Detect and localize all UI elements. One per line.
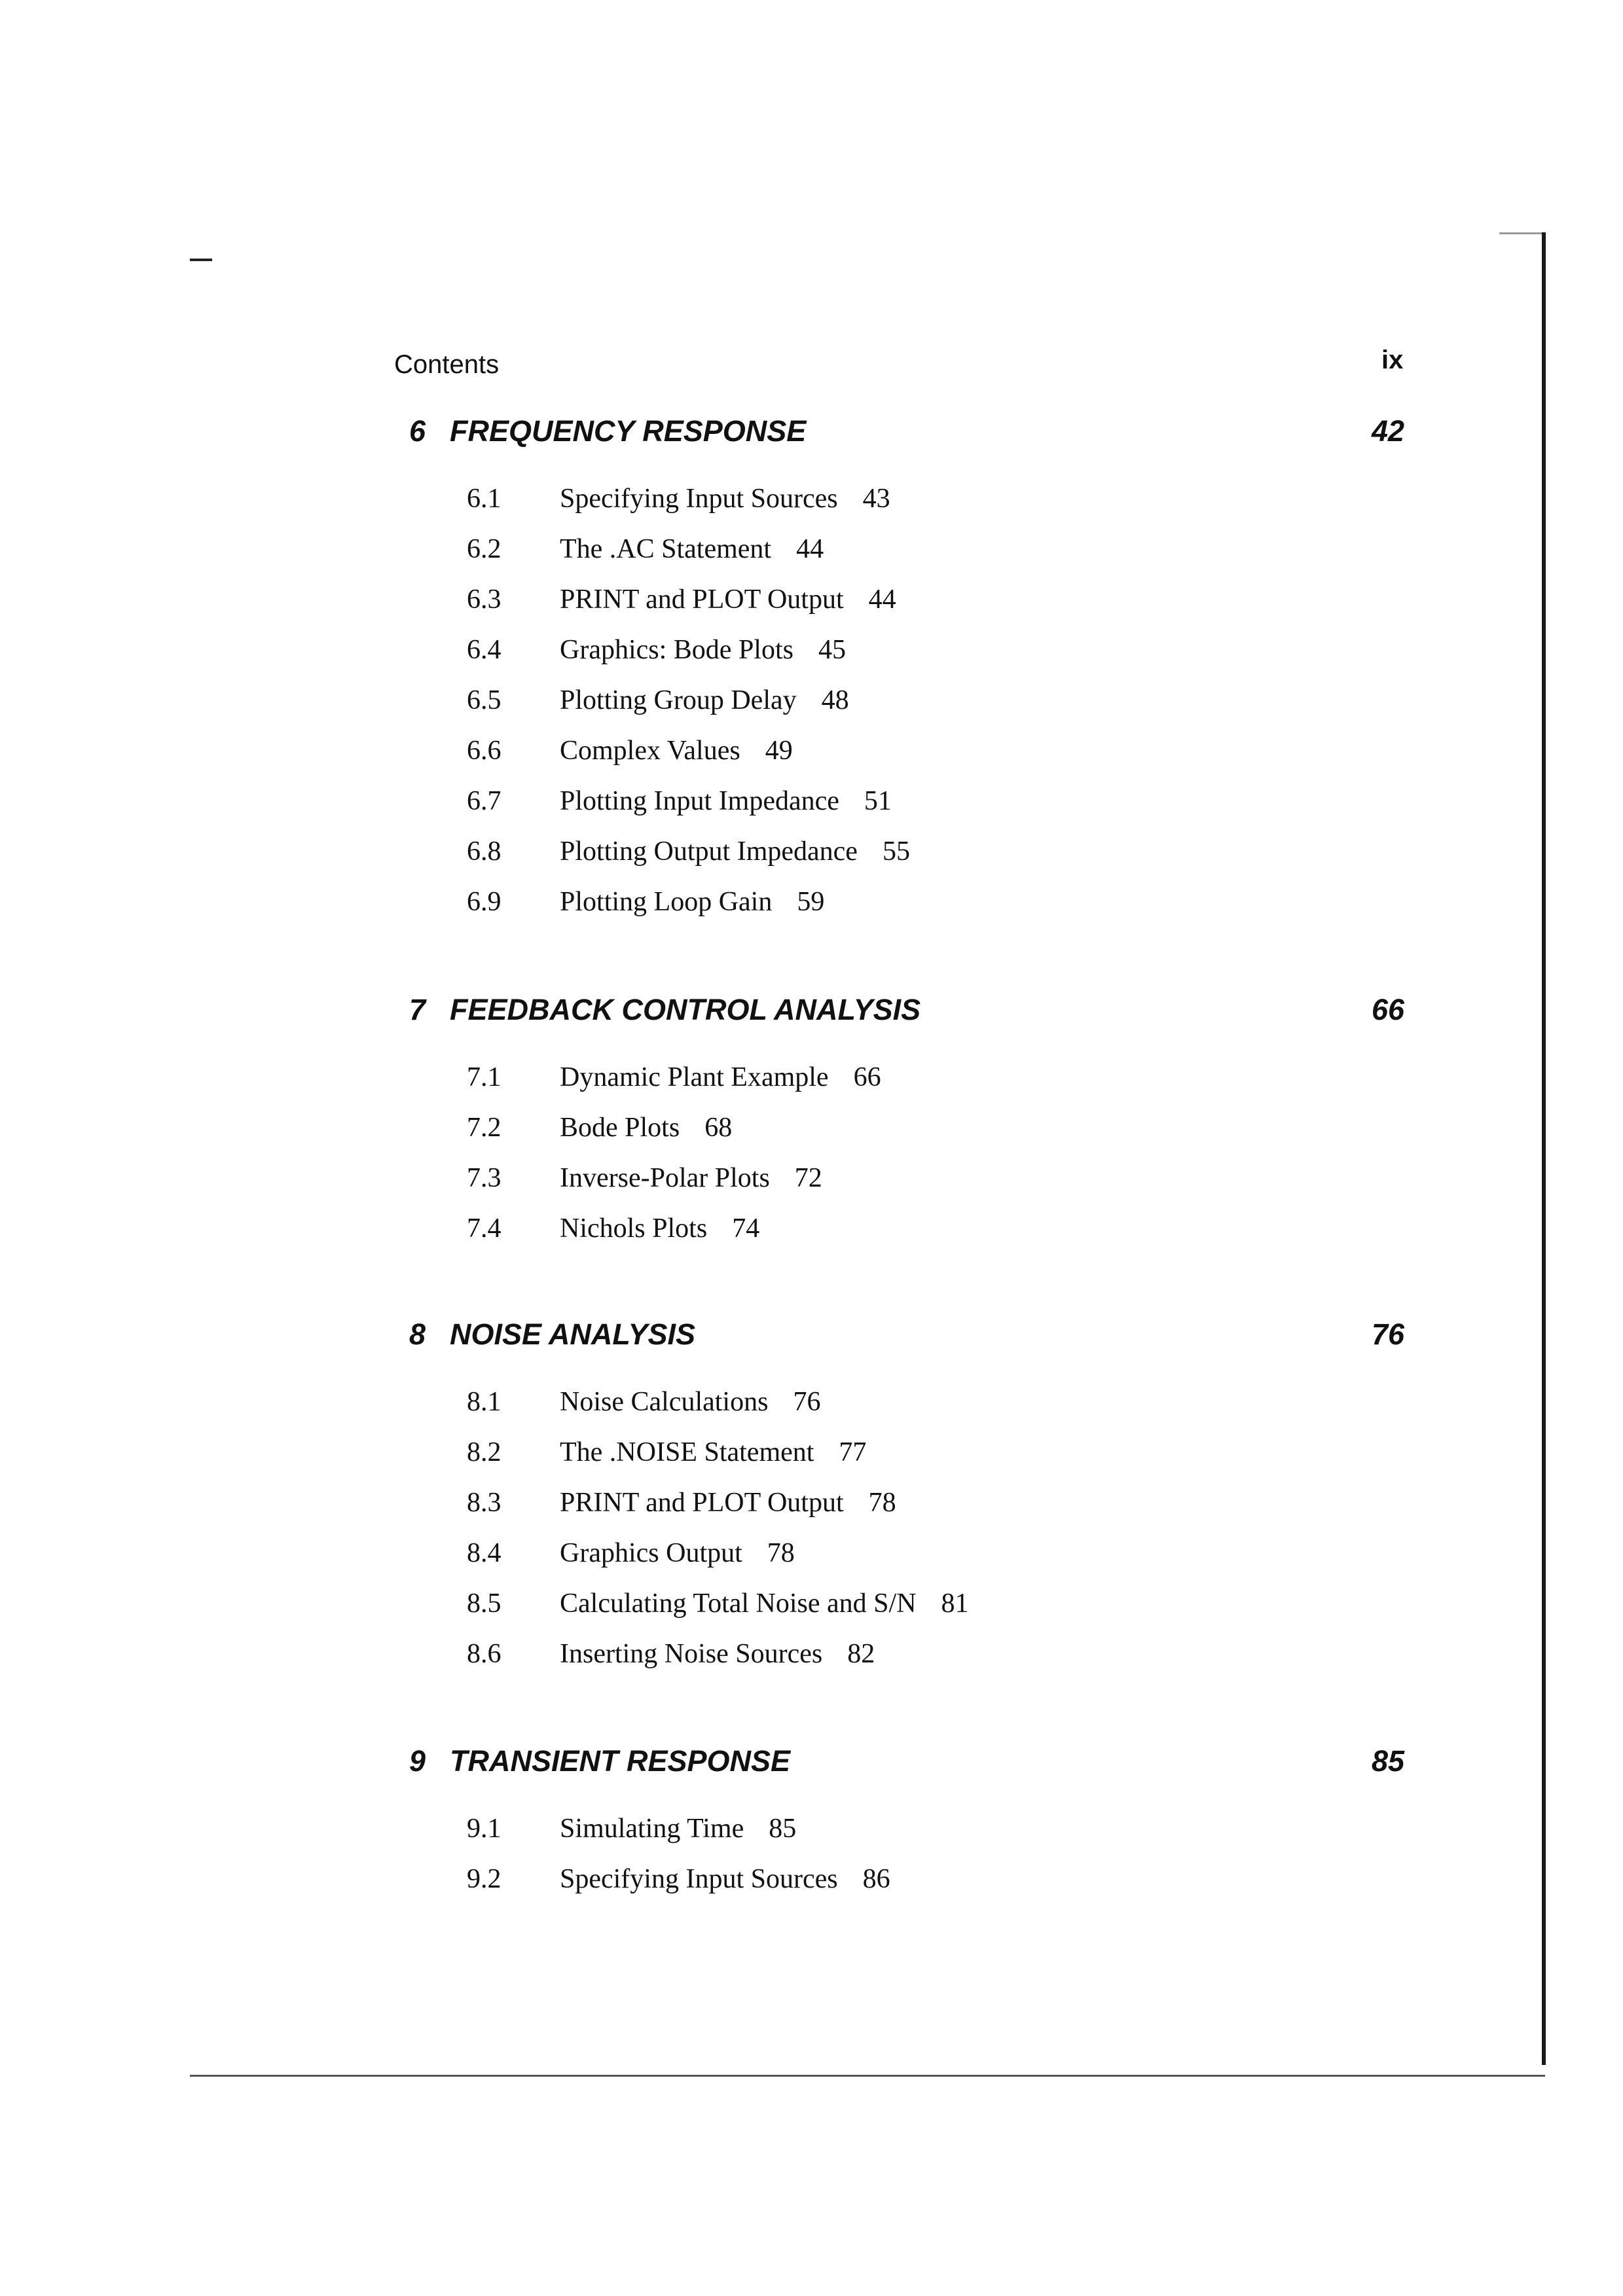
section-title: Inserting Noise Sources (560, 1639, 823, 1669)
section-number: 8.4 (467, 1538, 501, 1568)
section-number: 6.2 (467, 534, 501, 564)
section-number: 9.1 (467, 1814, 501, 1844)
chapter-number: 9 (409, 1744, 426, 1778)
section-title: Plotting Loop Gain (560, 887, 773, 917)
section-title: Noise Calculations (560, 1387, 769, 1417)
section-title: Specifying Input Sources (560, 1864, 838, 1894)
section-page: 55 (882, 836, 910, 867)
section-page: 74 (732, 1213, 760, 1244)
section-title: Plotting Input Impedance (560, 786, 839, 816)
section-page: 48 (821, 685, 849, 715)
section-page: 85 (769, 1814, 797, 1844)
scan-edge-bottom (190, 2075, 1545, 2077)
section-number: 6.8 (467, 836, 501, 867)
section-page: 72 (794, 1163, 822, 1193)
chapter-number: 8 (409, 1318, 426, 1351)
section-page: 49 (765, 736, 793, 766)
section-page: 86 (862, 1864, 890, 1894)
section-number: 7.3 (467, 1163, 501, 1193)
section-title: Graphics: Bode Plots (560, 635, 793, 665)
scan-mark (190, 259, 212, 261)
section-page: 81 (941, 1588, 969, 1619)
section-page: 78 (868, 1488, 896, 1518)
section-number: 8.5 (467, 1588, 501, 1619)
section-title: Plotting Group Delay (560, 685, 797, 715)
section-number: 7.2 (467, 1113, 501, 1143)
section-page: 76 (793, 1387, 821, 1417)
section-page: 44 (796, 534, 824, 564)
section-title: Simulating Time (560, 1814, 744, 1844)
section-number: 6.9 (467, 887, 501, 917)
chapter-heading (409, 993, 1404, 1032)
section-title: Bode Plots (560, 1113, 680, 1143)
chapter-number: 6 (409, 414, 426, 448)
section-title: Nichols Plots (560, 1213, 708, 1244)
section-page: 82 (847, 1639, 875, 1669)
chapter-title: TRANSIENT RESPONSE (450, 1744, 791, 1778)
chapter-page: 66 (1371, 993, 1404, 1026)
chapter-page: 42 (1371, 414, 1404, 448)
section-page: 51 (864, 786, 892, 816)
section-number: 9.2 (467, 1864, 501, 1894)
chapter-number: 7 (409, 993, 426, 1026)
chapter-heading (409, 1744, 1404, 1784)
page-number: ix (1381, 346, 1404, 374)
section-number: 8.2 (467, 1437, 501, 1467)
scan-edge-top (1499, 232, 1545, 234)
section-page: 77 (839, 1437, 867, 1467)
section-page: 45 (818, 635, 846, 665)
chapter-heading (409, 414, 1404, 454)
chapter-title: FEEDBACK CONTROL ANALYSIS (450, 993, 921, 1026)
section-number: 6.4 (467, 635, 501, 665)
section-title: Plotting Output Impedance (560, 836, 858, 867)
chapter-page: 85 (1371, 1744, 1404, 1778)
section-title: Calculating Total Noise and S/N (560, 1588, 917, 1619)
section-title: Complex Values (560, 736, 740, 766)
chapter-page: 76 (1371, 1318, 1404, 1351)
section-number: 6.1 (467, 484, 501, 514)
section-number: 6.7 (467, 786, 501, 816)
section-page: 66 (853, 1062, 881, 1092)
section-page: 43 (862, 484, 890, 514)
section-title: Dynamic Plant Example (560, 1062, 829, 1092)
chapter-heading (409, 1318, 1404, 1357)
section-number: 8.3 (467, 1488, 501, 1518)
section-title: Inverse-Polar Plots (560, 1163, 770, 1193)
section-title: Specifying Input Sources (560, 484, 838, 514)
section-title: The .NOISE Statement (560, 1437, 814, 1467)
section-number: 8.1 (467, 1387, 501, 1417)
section-page: 59 (797, 887, 825, 917)
section-title: The .AC Statement (560, 534, 772, 564)
section-number: 6.6 (467, 736, 501, 766)
section-number: 6.3 (467, 584, 501, 615)
section-number: 7.1 (467, 1062, 501, 1092)
chapter-title: NOISE ANALYSIS (450, 1318, 696, 1351)
section-title: PRINT and PLOT Output (560, 584, 844, 615)
running-title: Contents (394, 350, 500, 379)
section-page: 44 (868, 584, 896, 615)
section-number: 7.4 (467, 1213, 501, 1244)
section-title: Graphics Output (560, 1538, 742, 1568)
section-page: 78 (767, 1538, 795, 1568)
section-title: PRINT and PLOT Output (560, 1488, 844, 1518)
section-number: 8.6 (467, 1639, 501, 1669)
section-number: 6.5 (467, 685, 501, 715)
scan-edge-right (1542, 232, 1546, 2065)
chapter-title: FREQUENCY RESPONSE (450, 414, 807, 448)
section-page: 68 (704, 1113, 733, 1143)
